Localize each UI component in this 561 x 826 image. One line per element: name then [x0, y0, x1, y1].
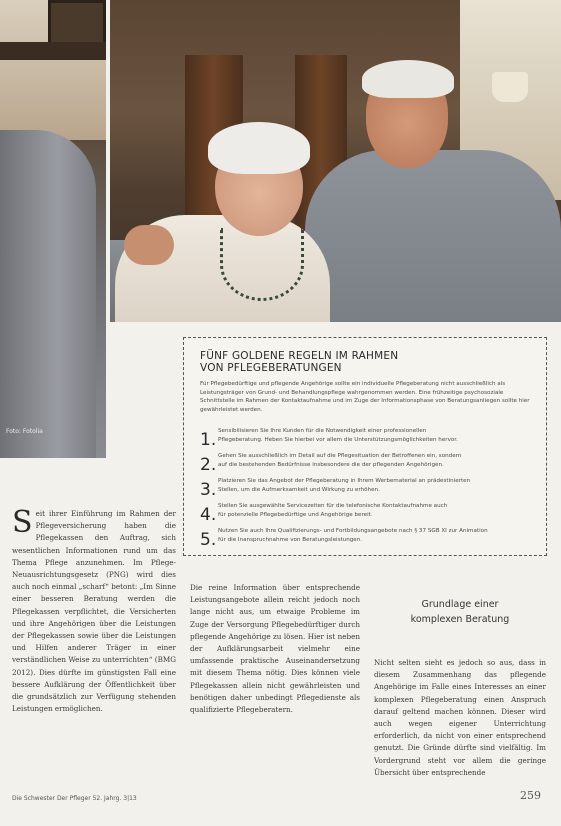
photo-man-hair	[362, 60, 454, 98]
rule-text-line: für die Inanspruchnahme von Beratungsleistungen.	[218, 536, 363, 543]
box-title	[200, 350, 530, 374]
photo-left-shelf	[0, 42, 106, 60]
rule-text-line: Platzieren Sie das Angebot der Pflegeberatung in Ihrem Werbematerial an prädestinierten	[218, 478, 471, 484]
journal-footer: Die Schwester Der Pfleger 52. Jahrg. 3|13	[12, 795, 137, 802]
rule-text-line: Stellen Sie ausgewählte Servicezeiten für die telefonische Kontaktaufnahme auch	[218, 503, 448, 509]
box-title-line: VON PFLEGEBERATUNGEN	[200, 362, 342, 374]
article-column-3: Nicht selten sieht es jedoch so aus, dass in diesem Zusammenhang das pflegende Angehörige im Falle eines Interesses an einer komplexen Pflegeberatung einen Anspruch darauf geltend machen können. Dieser wird auch wegen eigener Unterrichtung erforderlich, da nicht von einer entsprechend genutzt. Die Gründe dürfte sind vielfältig. Im Vordergrund steht vor allem die geringe Übersicht über entsprechende	[374, 658, 546, 777]
subheading-line: komplexen Beratung	[410, 614, 510, 625]
rule-number: 4.	[200, 505, 217, 525]
drop-cap: S	[12, 505, 33, 540]
photo-woman-hair	[208, 122, 310, 174]
rule-number: 5.	[200, 530, 217, 550]
photo-man-body	[305, 150, 561, 322]
photo-left	[0, 0, 106, 458]
article-column-1	[12, 505, 176, 715]
photo-lamp	[492, 72, 528, 102]
box-title-line: FÜNF GOLDENE REGELN IM RAHMEN	[200, 350, 399, 362]
rule-text	[218, 527, 538, 544]
rule-text-line: Pflegeberatung. Heben Sie hierbei vor allem die Unterstützungsmöglichkeiten hervor.	[218, 436, 458, 443]
rule-text-line: Stellen, um die Aufmerksamkeit und Wirkung zu erhöhen.	[218, 486, 380, 493]
rule-number: 1.	[200, 430, 217, 450]
rule-text	[218, 502, 538, 519]
info-box	[183, 337, 547, 556]
photo-left-person	[0, 130, 96, 458]
rule-text	[218, 427, 538, 444]
rule-text-line: für potenzielle Pflegebedürftige und Angehörige bereit.	[218, 511, 373, 518]
article-text: eit ihrer Einführung im Rahmen der Pflegeversicherung haben die Pflegekassen den Auftrag, sich wesentlichen Informationen rund um das Thema Pflege anzunehmen. Im Pflege-Neuausrichtungsgesetz (PNG) wird dies auch noch einmal „scharf“ betont: „Im Sinne einer besseren Beratung werden die Pflegekassen verpflichtet, die Versicherten und ihre Angehörigen über die Leistungen der Pflegekassen sowie über die Leistungen und Hilfen anderer Träger in einer verständlichen Weise zu unterrichten“ (BMG 2012). Dies dürfte im günstigsten Fall eine bessere Aufklärung der Öffentlichkeit über die grundsätzlich zur Verfügung stehenden Leistungen ermöglichen.	[12, 509, 176, 714]
rule-text-line: auf die bestehenden Bedürfnisse insbesondere die der pflegenden Angehörigen.	[218, 461, 444, 468]
photo-necklace	[220, 228, 304, 301]
photo-elderly-couple	[110, 0, 561, 322]
photo-credit: Foto: Fotolia	[6, 428, 43, 435]
subheading	[374, 597, 546, 627]
subheading-line: Grundlage einer	[421, 599, 499, 610]
photo-arm	[124, 225, 174, 265]
article-column-2: Die reine Information über entsprechende Leistungsangebote allein reicht jedoch noch lange nicht aus, um etwaige Probleme im Zuge der Versorgung Pflegebedürftiger durch pflegende Angehörige zu lösen. Hier ist neben der Aufklärungsarbeit vielmehr eine umfassende praktische Auseinandersetzung mit diesem Thema nötig. Dies können viele Pflegekassen allein nicht gewährleisten und benötigen daher unbedingt Pflegedienste als qualifizierte Pflegeberatern.	[190, 583, 360, 715]
rule-number: 3.	[200, 480, 217, 500]
rule-text-line: Nutzen Sie auch Ihre Qualifizierungs- und Fortbildungsangebote nach § 37 SGB XI zur Animation	[218, 528, 488, 534]
rule-text-line: Sensibilisieren Sie Ihre Kunden für die Notwendigkeit einer professionellen	[218, 428, 427, 434]
box-intro: Für Pflegebedürftige und pflegende Angehörige sollte ein individuelle Pflegeberatung nicht ausschließlich als Leistungsträger von Grund- und Behandlungspflege wahrgenommen werden. Eine frühzeitige psychosoziale Schnittstelle im Rahmen der Kontaktaufnahme und im Zuge der Informationsphase von Beratungsanliegen sollte hier gewährleistet werden.	[200, 381, 530, 414]
rule-number: 2.	[200, 455, 217, 475]
rule-text	[218, 477, 538, 494]
rule-text-line: Gehen Sie ausschließlich im Detail auf die Pflegesituation der Betroffenen ein, sondern	[218, 453, 462, 459]
rule-text	[218, 452, 538, 469]
page-number: 259	[520, 789, 541, 802]
